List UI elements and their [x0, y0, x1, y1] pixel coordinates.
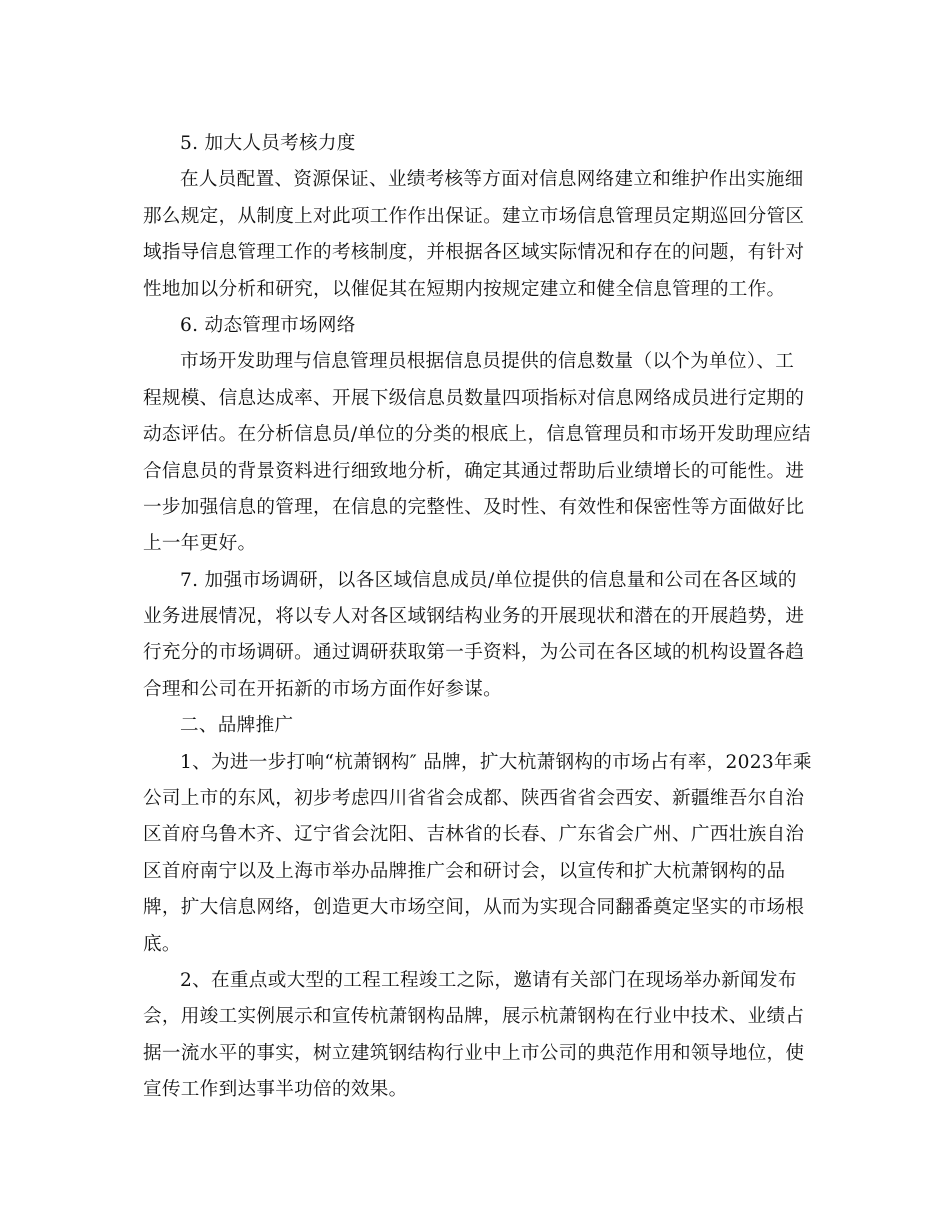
- heading-5: 5. 加大人员考核力度: [180, 133, 356, 154]
- heading-6: 6. 动态管理市场网络: [180, 314, 356, 336]
- paragraph-line: 动态评估。在分析信息员/单位的分类的根底上，信息管理员和市场开发助理应结: [143, 424, 811, 446]
- paragraph-line: 据一流水平的事实，树立建筑钢结构行业中上市公司的典范作用和领导地位，使: [143, 1042, 805, 1064]
- paragraph-line: 1、为进一步打响“杭萧钢构″ 品牌，扩大杭萧钢构的市场占有率，2023年乘: [180, 751, 812, 773]
- paragraph-line: 牌，扩大信息网络，创造更大市场空间，从而为实现合同翻番奠定坚实的市场根: [143, 897, 805, 919]
- paragraph-line: 在人员配置、资源保证、业绩考核等方面对信息网络建立和维护作出实施细: [180, 169, 804, 191]
- paragraph-line: 一步加强信息的管理，在信息的完整性、及时性、有效性和保密性等方面做好比: [143, 496, 805, 518]
- paragraph-line: 区首府南宁以及上海市举办品牌推广会和研讨会，以宣传和扩大杭萧钢构的品: [143, 860, 786, 882]
- paragraph-line: 底。: [143, 933, 181, 955]
- paragraph-line: 程规模、信息达成率、开展下级信息员数量四项指标对信息网络成员进行定期的: [143, 387, 805, 409]
- paragraph-line: 市场开发助理与信息管理员根据信息员提供的信息数量（以个为单位）、工: [180, 351, 795, 373]
- paragraph-line: 2、在重点或大型的工程工程竣工之际，邀请有关部门在现场举办新闻发布: [180, 969, 797, 991]
- paragraph-line: 区首府乌鲁木齐、辽宁省会沈阳、吉林省的长春、广东省会广州、广西壮族自治: [143, 824, 805, 846]
- paragraph-line: 7. 加强市场调研，以各区域信息成员/单位提供的信息量和公司在各区域的: [180, 569, 797, 591]
- paragraph-line: 公司上市的东风，初步考虑四川省省会成都、陕西省省会西安、新疆维吾尔自治: [143, 788, 805, 810]
- paragraph-line: 宣传工作到达事半功倍的效果。: [143, 1079, 408, 1101]
- paragraph-line: 行充分的市场调研。通过调研获取第一手资料，为公司在各区域的机构设置各趋: [143, 642, 805, 664]
- section-heading-brand-promotion: 二、品牌推广: [180, 715, 294, 737]
- paragraph-line: 会，用竣工实例展示和宣传杭萧钢构品牌，展示杭萧钢构在行业中技术、业绩占: [143, 1006, 805, 1028]
- paragraph-line: 合信息员的背景资料进行细致地分析，确定其通过帮助后业绩增长的可能性。进: [143, 460, 805, 482]
- paragraph-line: 那么规定，从制度上对此项工作作出保证。建立市场信息管理员定期巡回分管区: [143, 205, 805, 227]
- paragraph-line: 域指导信息管理工作的考核制度，并根据各区域实际情况和存在的问题，有针对: [143, 242, 805, 264]
- document-body: [143, 128, 812, 1111]
- paragraph-line: 性地加以分析和研究，以催促其在短期内按规定建立和健全信息管理的工作。: [143, 278, 786, 300]
- paragraph-line: 上一年更好。: [143, 533, 257, 555]
- paragraph-line: 业务进展情况，将以专人对各区域钢结构业务的开展现状和潜在的开展趋势，进: [143, 606, 805, 628]
- paragraph-line: 合理和公司在开拓新的市场方面作好参谋。: [143, 678, 502, 700]
